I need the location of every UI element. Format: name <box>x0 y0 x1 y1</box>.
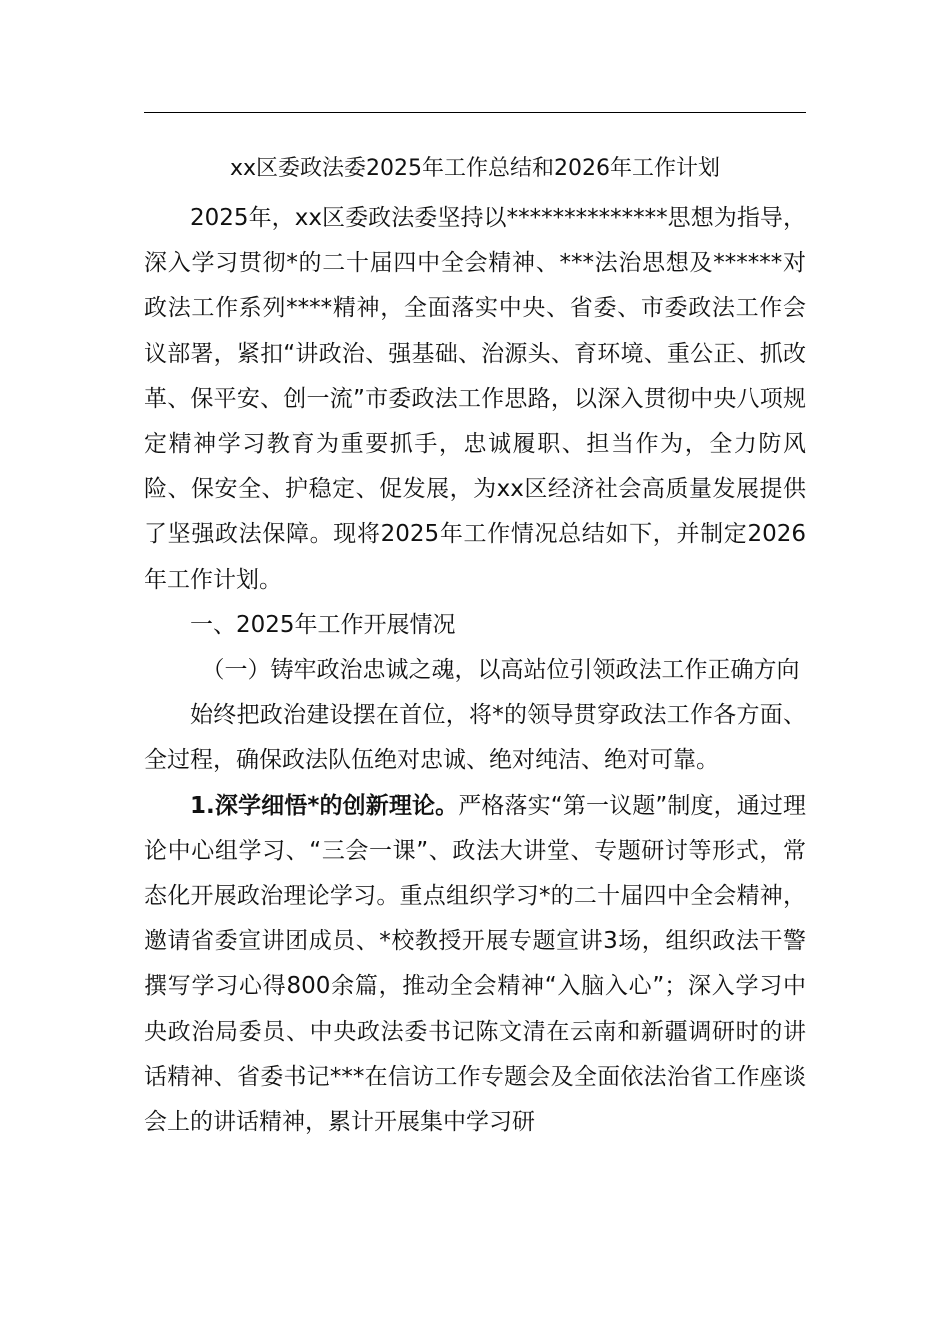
section-heading-1: 一、2025年工作开展情况 <box>190 611 456 638</box>
intro-paragraph: 2025年，xx区委政法委坚持以**************思想为指导，深入学习贯彻*的二十届四中全会精神、***法治思想及******对政法工作系列****精神，全面落实中央、省委、市委政法工作会议部署，紧扣“讲政治、强基础、治源头、育环境、重公正、抓改革、保平安、创一流”市委政法工作思路，以深入贯彻中央八项规定精神学习教育为重要抓手，忠诚履职、担当作为，全力防风险、保安全、护稳定、促发展，为xx区经济社会高质量发展提供了坚强政法保障。现将2025年工作情况总结如下，并制定2026年工作计划。 <box>144 205 806 593</box>
subsection-1-paragraph: 始终把政治建设摆在首位，将*的领导贯穿政法工作各方面、全过程，确保政法队伍绝对忠诚、绝对纯洁、绝对可靠。 <box>144 702 806 774</box>
item-1-lead: 1.深学细悟*的创新理论。 <box>190 792 459 819</box>
document-body <box>144 196 806 1145</box>
item-1-text: 严格落实“第一议题”制度，通过理论中心组学习、“三会一课”、政法大讲堂、专题研讨等形式，常态化开展政治理论学习。重点组织学习*的二十届四中全会精神，邀请省委宣讲团成员、*校教授开展专题宣讲3场，组织政法干警撰写学习心得800余篇，推动全会精神“入脑入心”；深入学习中央政治局委员、中央政法委书记陈文清在云南和新疆调研时的讲话精神、省委书记***在信访工作专题会及全面依法治省工作座谈会上的讲话精神，累计开展集中学习研 <box>144 792 806 1136</box>
document-title: xx区委政法委2025年工作总结和2026年工作计划 <box>229 156 721 181</box>
header-rule <box>144 112 806 113</box>
item-1-paragraph <box>144 784 806 1146</box>
subsection-heading-1: （一）铸牢政治忠诚之魂，以高站位引领政法工作正确方向 <box>201 657 800 684</box>
